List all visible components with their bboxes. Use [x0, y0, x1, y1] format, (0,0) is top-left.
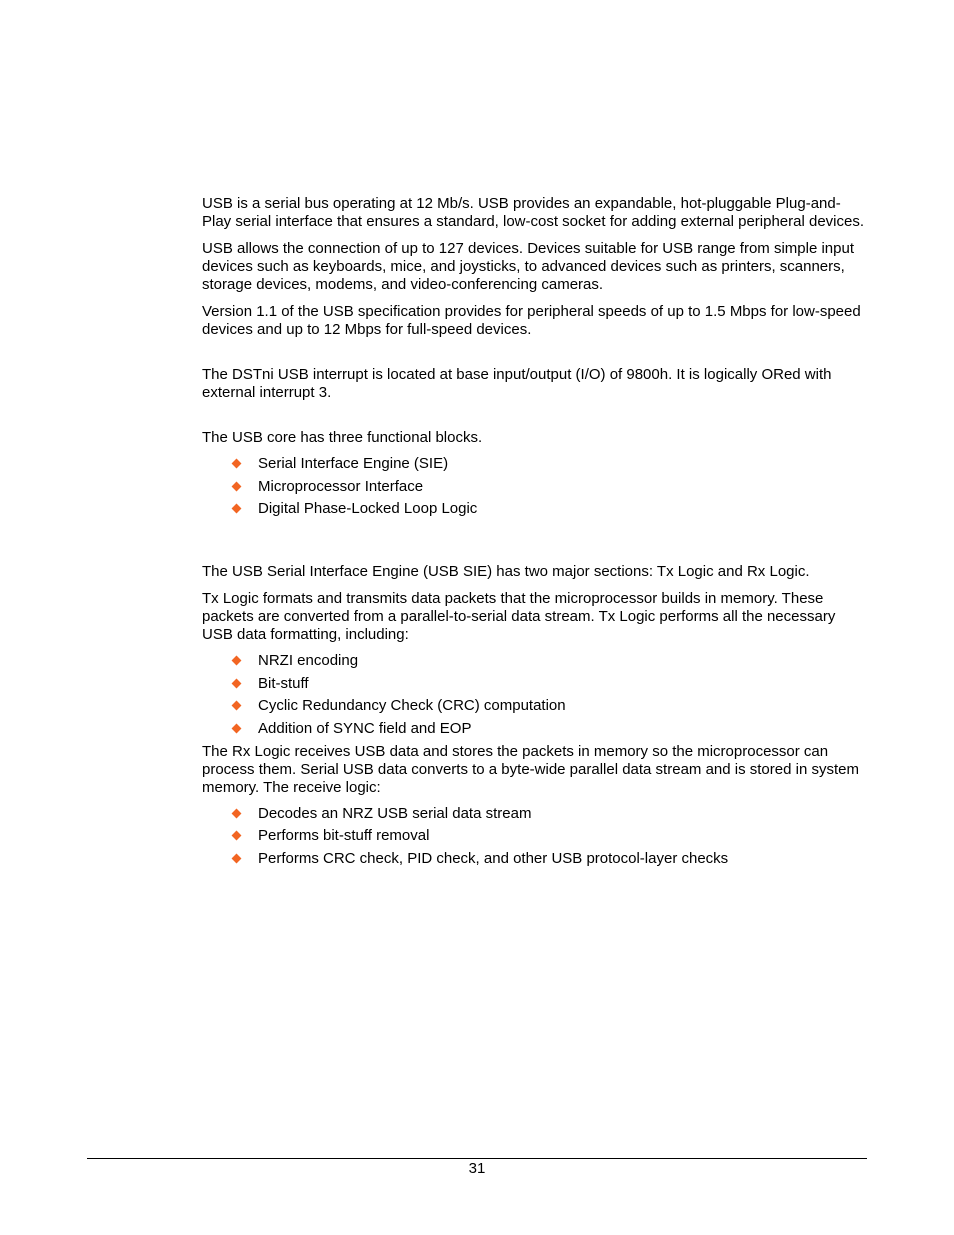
- footer-rule: [87, 1158, 867, 1159]
- list-item: Performs CRC check, PID check, and other USB protocol-layer checks: [202, 850, 866, 868]
- page-number: 31: [468, 1160, 486, 1177]
- diamond-bullet-icon: [232, 701, 242, 711]
- diamond-bullet-icon: [232, 504, 242, 514]
- diamond-bullet-icon: [232, 481, 242, 491]
- diamond-bullet-icon: [232, 853, 242, 863]
- core-intro-paragraph: The USB core has three functional blocks.: [202, 429, 483, 446]
- tx-items-list: [202, 652, 866, 738]
- list-item: Digital Phase-Locked Loop Logic: [202, 500, 866, 518]
- list-item: Performs bit-stuff removal: [202, 827, 866, 845]
- list-item: Microprocessor Interface: [202, 478, 866, 496]
- page-content: [202, 195, 866, 872]
- list-item: NRZI encoding: [202, 652, 866, 670]
- list-item: Decodes an NRZ USB serial data stream: [202, 805, 866, 823]
- list-item: Bit-stuff: [202, 675, 866, 693]
- list-item: Addition of SYNC field and EOP: [202, 720, 866, 738]
- tx-intro-paragraph: Tx Logic formats and transmits data packets that the microprocessor builds in memory. These packets are converted from a parallel-to-serial data stream. Tx Logic performs all the necessary USB data formatting, including:: [202, 590, 836, 644]
- list-item: Cyclic Redundancy Check (CRC) computation: [202, 697, 866, 715]
- core-blocks-list: [202, 455, 866, 518]
- overview-paragraph-3: Version 1.1 of the USB specification provides for peripheral speeds of up to 1.5 Mbps for low-speed devices and up to 12 Mbps for full-speed devices.: [202, 303, 861, 338]
- overview-paragraph-1: USB is a serial bus operating at 12 Mb/s. USB provides an expandable, hot-pluggable Plug-and-Play serial interface that ensures a standard, low-cost socket for adding external peripheral devices.: [202, 195, 865, 230]
- sie-intro-paragraph: The USB Serial Interface Engine (USB SIE) has two major sections: Tx Logic and Rx Logic.: [202, 563, 810, 581]
- overview-paragraph-2: USB allows the connection of up to 127 devices. Devices suitable for USB range from simple input devices such as keyboards, mice, and joysticks, to advanced devices such as printers, scanners, storage devices, modems, and video-conferencing cameras.: [202, 240, 855, 293]
- diamond-bullet-icon: [232, 831, 242, 841]
- rx-items-list: [202, 805, 866, 868]
- rx-intro-paragraph: The Rx Logic receives USB data and stores the packets in memory so the microprocessor can process them. Serial USB data converts to a byte-wide parallel data stream and is stored in system memory. The receive logic:: [202, 742, 859, 796]
- diamond-bullet-icon: [232, 656, 242, 666]
- diamond-bullet-icon: [232, 678, 242, 688]
- interrupt-paragraph: The DSTni USB interrupt is located at base input/output (I/O) of 9800h. It is logically ORed with external interrupt 3.: [202, 366, 832, 401]
- diamond-bullet-icon: [232, 459, 242, 469]
- list-item: Serial Interface Engine (SIE): [202, 455, 866, 473]
- diamond-bullet-icon: [232, 808, 242, 818]
- diamond-bullet-icon: [232, 724, 242, 734]
